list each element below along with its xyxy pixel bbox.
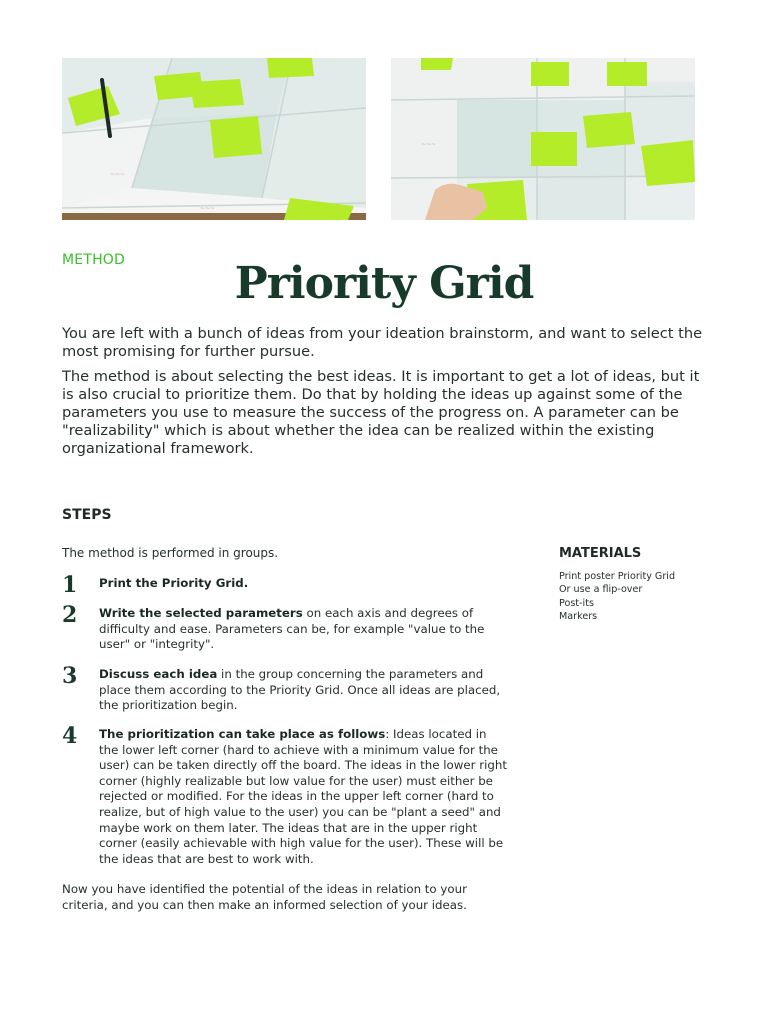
step-text <box>99 576 507 592</box>
step-number: 4 <box>62 723 78 749</box>
intro-paragraph: The method is about selecting the best ideas. It is important to get a lot of ideas, but it is also crucial to prioritize them. Do that by holding the ideas up against some of the parameters you use to measure the success of the progress on. A parameter can be "realizability" which is about whether the idea can be realized within the existing organizational framework. <box>62 368 700 457</box>
steps-heading: STEPS <box>62 507 112 523</box>
intro-paragraph: You are left with a bunch of ideas from your ideation brainstorm, and want to select the most promising for further pursue. <box>62 325 703 360</box>
svg-text:~~~: ~~~ <box>200 205 216 212</box>
materials-item: Print poster Priority Grid <box>559 571 676 582</box>
materials-list <box>559 570 675 624</box>
materials-item: Post-its <box>559 597 594 609</box>
steps-lead: The method is performed in groups. <box>62 546 279 560</box>
step-number: 2 <box>62 602 78 628</box>
step-text <box>99 727 507 867</box>
priority-grid-photo-right <box>391 58 695 220</box>
priority-grid-photo-left <box>62 58 366 220</box>
step-text <box>99 667 507 714</box>
step-body: : Ideas located in the lower left corner (hard to achieve with a minimum value for the user) can be taken directly off the board. The ideas in the lower right corner (highly realizable but low value for the user) must either be rejected or modified. For the ideas in the upper left corner (hard to realize, but of high value to the user) you can be "plant a seed" and maybe work on them later. The ideas that are in the upper right corner (easily achievable with high value for the user). These will be the ideas that are best to work with. <box>99 727 507 866</box>
step-emphasis: Print the Priority Grid. <box>99 576 249 590</box>
page-title: Priority Grid <box>234 258 534 309</box>
step-number: 1 <box>62 572 78 598</box>
steps-outro: Now you have identified the potential of the ideas in relation to your criteria, and you can then make an informed selection of your ideas. <box>62 882 467 912</box>
step-emphasis: Write the selected parameters <box>99 606 303 620</box>
materials-item: Markers <box>559 611 598 623</box>
svg-text:~~~: ~~~ <box>110 171 126 178</box>
step-body: in the group concerning the parameters and place them according to the Priority Grid. Once all ideas are placed, the prioritization begin. <box>99 667 501 713</box>
step-body: on each axis and degrees of difficulty and ease. Parameters can be, for example "value to the user" or "integrity". <box>99 606 485 652</box>
step-text <box>99 606 507 653</box>
materials-heading: MATERIALS <box>559 546 642 561</box>
svg-text:~~~: ~~~ <box>421 141 437 148</box>
method-label: METHOD <box>62 252 126 268</box>
step-emphasis: Discuss each idea <box>99 667 218 681</box>
step-emphasis: The prioritization can take place as follows <box>99 727 386 741</box>
step-number: 3 <box>62 663 78 689</box>
materials-item: Or use a flip-over <box>559 584 643 596</box>
